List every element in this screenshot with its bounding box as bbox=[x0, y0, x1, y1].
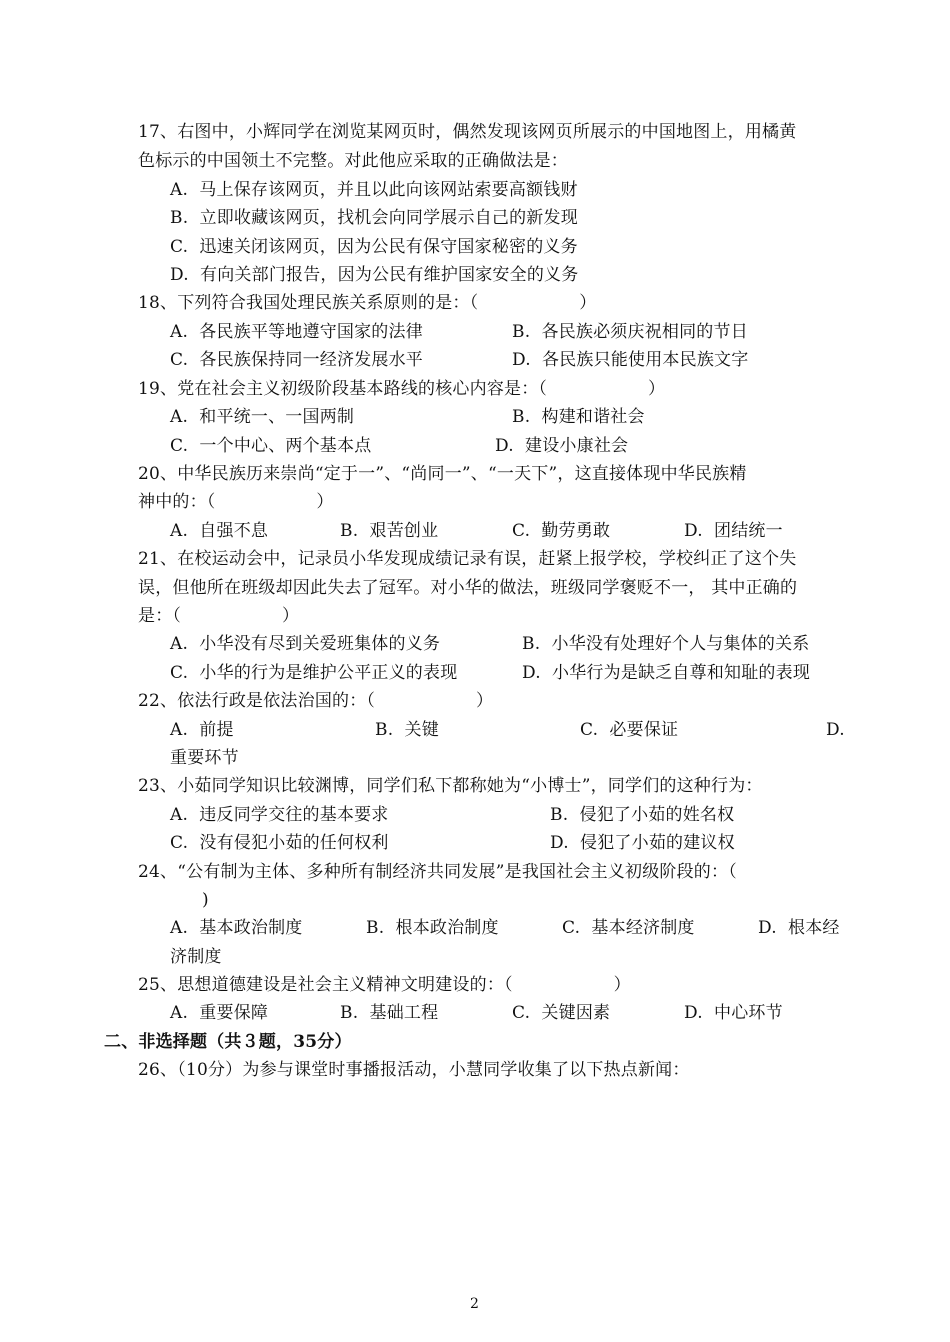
q22-option-a: A. 前提 bbox=[170, 720, 234, 740]
q17-option-a: A. 马上保存该网页，并且以此向该网站索要高额钱财 bbox=[170, 180, 578, 200]
q25-option-d: D. 中心环节 bbox=[684, 1003, 783, 1023]
q21-option-b: B. 小华没有处理好个人与集体的关系 bbox=[522, 634, 810, 654]
q17-option-c: C. 迅速关闭该网页，因为公民有保守国家秘密的义务 bbox=[170, 237, 578, 257]
q21-stem-line1: 21、在校运动会中，记录员小华发现成绩记录有误，赶紧上报学校，学校纠正了这个失 bbox=[138, 549, 797, 569]
q21-stem-line2: 误，但他所在班级却因此失去了冠军。对小华的做法，班级同学褒贬不一， 其中正确的 bbox=[138, 578, 798, 598]
page-number: 2 bbox=[470, 1296, 479, 1312]
q19-option-c: C. 一个中心、两个基本点 bbox=[170, 436, 372, 456]
q21-option-a: A. 小华没有尽到关爱班集体的义务 bbox=[170, 634, 441, 654]
q18-option-b: B. 各民族必须庆祝相同的节日 bbox=[512, 322, 748, 342]
q18-stem: 18、下列符合我国处理民族关系原则的是：（ ） bbox=[138, 293, 597, 313]
q20-option-d: D. 团结统一 bbox=[684, 521, 783, 541]
q24-option-c: C. 基本经济制度 bbox=[562, 918, 695, 938]
q18-option-c: C. 各民族保持同一经济发展水平 bbox=[170, 350, 424, 370]
q18-option-a: A. 各民族平等地遵守国家的法律 bbox=[170, 322, 423, 342]
q22-option-b: B. 关键 bbox=[375, 720, 439, 740]
q24-option-a: A. 基本政治制度 bbox=[170, 918, 303, 938]
q22-option-d-text: 重要环节 bbox=[170, 748, 239, 768]
q20-option-b: B. 艰苦创业 bbox=[340, 521, 439, 541]
q21-stem-line3: 是：（ ） bbox=[138, 606, 300, 626]
q18-option-d: D. 各民族只能使用本民族文字 bbox=[512, 350, 749, 370]
q21-option-d: D. 小华行为是缺乏自尊和知耻的表现 bbox=[522, 663, 811, 683]
q26-stem: 26、（10分）为参与课堂时事播报活动，小慧同学收集了以下热点新闻： bbox=[138, 1060, 690, 1080]
q17-option-d: D. 有向关部门报告，因为公民有维护国家安全的义务 bbox=[170, 265, 579, 285]
q20-stem-line2: 神中的：（ ） bbox=[138, 492, 334, 512]
q17-stem-line1: 17、右图中，小辉同学在浏览某网页时，偶然发现该网页所展示的中国地图上，用橘黄 bbox=[138, 122, 797, 142]
q23-option-b: B. 侵犯了小茹的姓名权 bbox=[550, 805, 735, 825]
q25-option-a: A. 重要保障 bbox=[170, 1003, 269, 1023]
q25-stem: 25、思想道德建设是社会主义精神文明建设的：（ ） bbox=[138, 975, 631, 995]
q23-option-a: A. 违反同学交往的基本要求 bbox=[170, 805, 389, 825]
q24-stem-line2: ) bbox=[202, 890, 209, 910]
q20-stem-line1: 20、中华民族历来崇尚“定于一”、“尚同一”、“一天下”，这直接体现中华民族精 bbox=[138, 464, 747, 484]
q19-stem: 19、党在社会主义初级阶段基本路线的核心内容是：（ ） bbox=[138, 379, 666, 399]
q22-stem: 22、依法行政是依法治国的：（ ） bbox=[138, 691, 494, 711]
q23-option-c: C. 没有侵犯小茹的任何权利 bbox=[170, 833, 389, 853]
section-2-heading: 二、非选择题（共３题，35分） bbox=[104, 1032, 352, 1052]
q20-option-c: C. 勤劳勇敢 bbox=[512, 521, 611, 541]
q24-option-d-text: 济制度 bbox=[170, 947, 222, 967]
q25-option-b: B. 基础工程 bbox=[340, 1003, 439, 1023]
q22-option-d-label: D. bbox=[826, 720, 845, 740]
q24-option-b: B. 根本政治制度 bbox=[366, 918, 499, 938]
q24-option-d-label: D. 根本经 bbox=[758, 918, 840, 938]
q19-option-d: D. 建设小康社会 bbox=[495, 436, 629, 456]
q19-option-a: A. 和平统一、一国两制 bbox=[170, 407, 355, 427]
q17-option-b: B. 立即收藏该网页，找机会向同学展示自己的新发现 bbox=[170, 208, 578, 228]
q19-option-b: B. 构建和谐社会 bbox=[512, 407, 645, 427]
q20-option-a: A. 自强不息 bbox=[170, 521, 269, 541]
q17-stem-line2: 色标示的中国领土不完整。对此他应采取的正确做法是： bbox=[138, 151, 568, 171]
q23-stem: 23、小茹同学知识比较渊博，同学们私下都称她为“小博士”，同学们的这种行为： bbox=[138, 776, 763, 796]
q22-option-c: C. 必要保证 bbox=[580, 720, 679, 740]
q21-option-c: C. 小华的行为是维护公平正义的表现 bbox=[170, 663, 458, 683]
q23-option-d: D. 侵犯了小茹的建议权 bbox=[550, 833, 735, 853]
q25-option-c: C. 关键因素 bbox=[512, 1003, 611, 1023]
q24-stem-line1: 24、“公有制为主体、多种所有制经济共同发展”是我国社会主义初级阶段的：（ bbox=[138, 862, 737, 882]
